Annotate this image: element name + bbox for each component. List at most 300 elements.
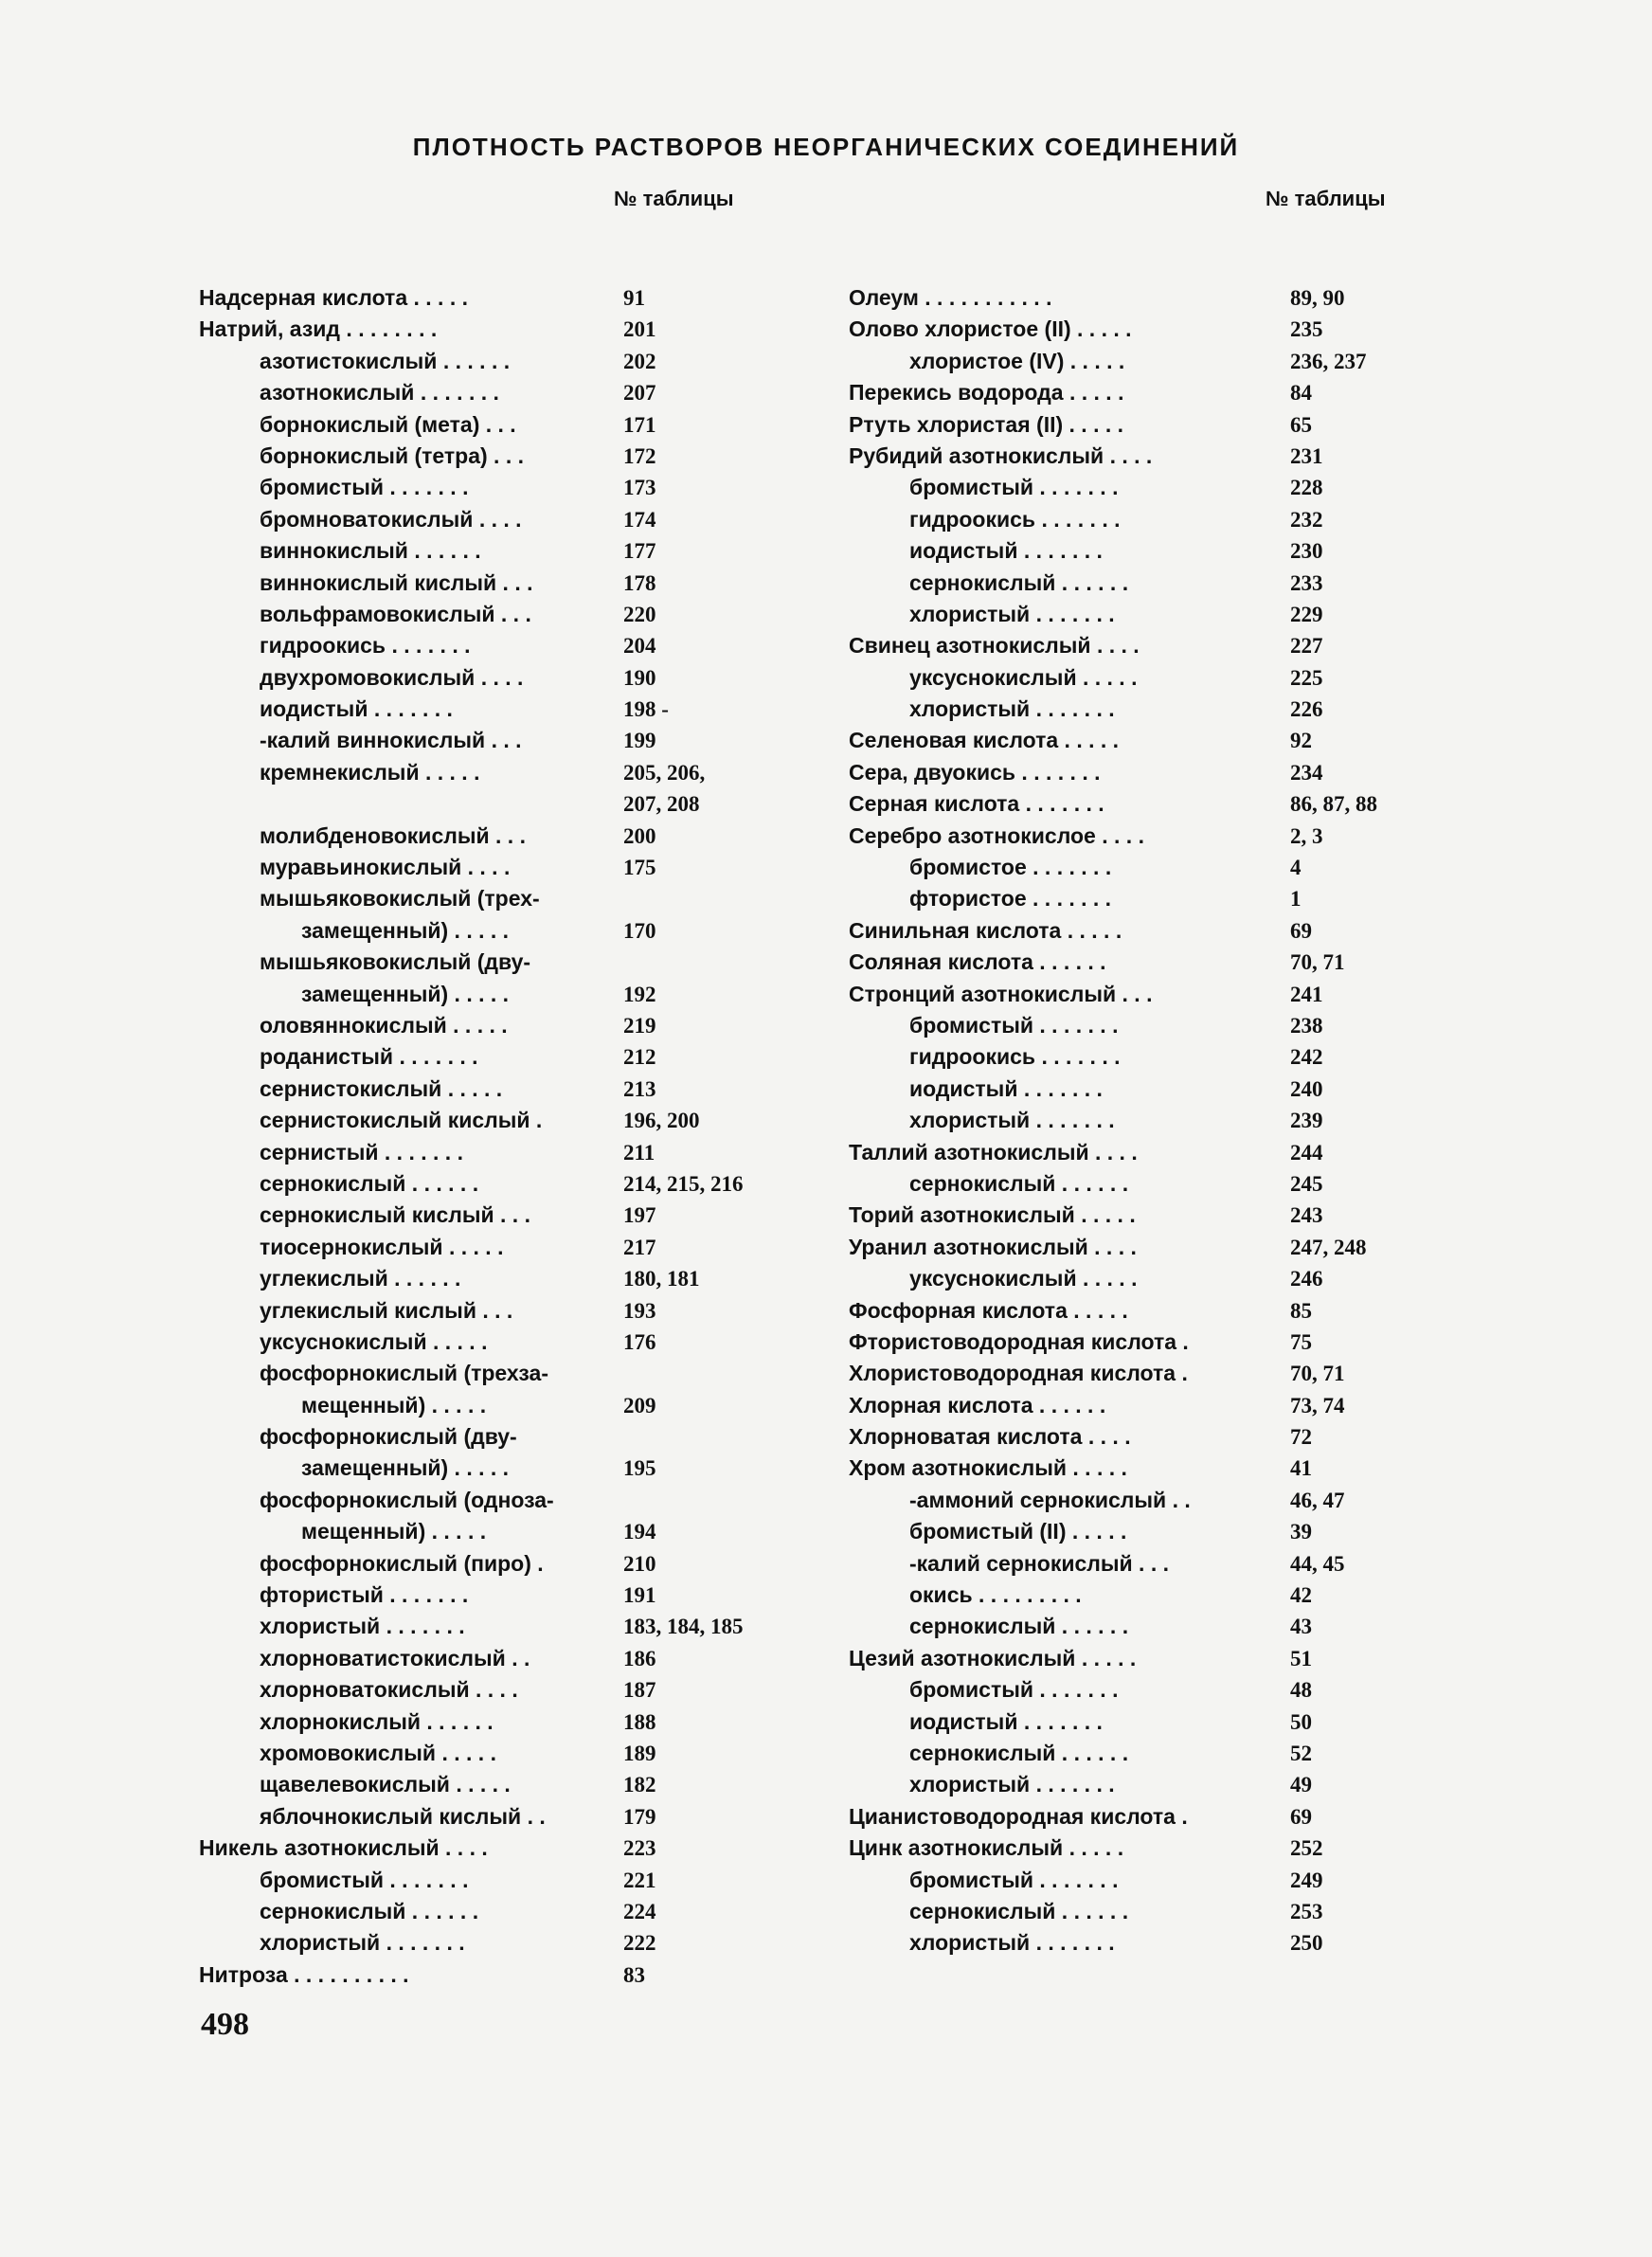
index-entry	[849, 1295, 1436, 1327]
entry-label: -аммоний сернокислый . .	[909, 1487, 1191, 1512]
entry-table-number: 39	[1290, 1520, 1312, 1544]
entry-label: сернистокислый кислый .	[260, 1108, 543, 1133]
index-entry	[199, 1074, 805, 1105]
index-entry	[849, 725, 1436, 756]
entry-table-number: 192	[623, 982, 656, 1006]
entry-table-number: 41	[1290, 1456, 1312, 1481]
entry-table-number: 43	[1290, 1615, 1312, 1639]
entry-label: роданистый . . . . . . .	[260, 1044, 478, 1070]
index-entry	[849, 504, 1436, 535]
index-entry	[849, 1074, 1436, 1105]
entry-label: бромистый . . . . . . .	[909, 1867, 1119, 1892]
entry-label: сернокислый . . . . . .	[909, 1898, 1129, 1923]
index-entry	[199, 1263, 805, 1294]
page-number: 498	[201, 2007, 249, 2042]
entry-label: яблочнокислый кислый . .	[260, 1803, 546, 1829]
index-entry	[199, 314, 805, 345]
entry-label: Олеум . . . . . . . . . . .	[849, 285, 1052, 310]
entry-label: бромистый . . . . . . .	[909, 475, 1119, 500]
entry-table-number: 233	[1290, 570, 1323, 595]
entry-label: сернокислый . . . . . .	[909, 1614, 1129, 1639]
entry-table-number: 209	[623, 1393, 656, 1417]
entry-table-number: 195	[623, 1456, 656, 1481]
entry-label: Цинк азотнокислый . . . . .	[849, 1835, 1124, 1861]
entry-label: Хлорная кислота . . . . . .	[849, 1392, 1106, 1417]
entry-label: замещенный) . . . . .	[301, 917, 510, 943]
entry-table-number: 72	[1290, 1425, 1312, 1450]
entry-label: хлористое (IV) . . . . .	[909, 348, 1125, 373]
entry-table-number: 253	[1290, 1899, 1323, 1923]
entry-label: иодистый . . . . . . .	[909, 1708, 1103, 1734]
index-entry	[199, 377, 805, 408]
index-entry	[849, 441, 1436, 472]
index-entry	[849, 1611, 1436, 1642]
entry-table-number: 179	[623, 1804, 656, 1829]
index-entry	[199, 1580, 805, 1611]
entry-table-number: 239	[1290, 1109, 1323, 1133]
index-entry	[849, 1516, 1436, 1547]
entry-table-number: 187	[623, 1678, 656, 1703]
entry-table-number: 191	[623, 1583, 656, 1608]
entry-label: Перекись водорода . . . . .	[849, 380, 1124, 406]
index-entry	[849, 1865, 1436, 1896]
entry-table-number: 178	[623, 570, 656, 595]
entry-label: бромистый (II) . . . . .	[909, 1519, 1127, 1544]
entry-table-number: 211	[623, 1140, 655, 1165]
entry-table-number: 207	[623, 381, 656, 406]
entry-table-number: 52	[1290, 1741, 1312, 1765]
entry-table-number: 240	[1290, 1076, 1323, 1101]
left-column-header: № таблицы	[614, 187, 734, 210]
entry-table-number: 249	[1290, 1868, 1323, 1892]
entry-label: борнокислый (тетра) . . .	[260, 442, 524, 468]
entry-table-number: 231	[1290, 443, 1323, 468]
entry-table-number: 70, 71	[1290, 950, 1345, 975]
entry-table-number: 198 -	[623, 697, 669, 722]
entry-table-number: 49	[1290, 1773, 1312, 1797]
index-entry	[199, 1738, 805, 1769]
entry-table-number: 221	[623, 1868, 656, 1892]
entry-label: хлористый . . . . . . .	[909, 696, 1115, 722]
entry-label: фтористый . . . . . . .	[260, 1582, 469, 1608]
index-entry	[849, 1927, 1436, 1959]
entry-table-number: 224	[623, 1899, 656, 1923]
entry-table-number: 213	[623, 1076, 656, 1101]
index-entry	[849, 821, 1436, 852]
entry-table-number: 210	[623, 1551, 656, 1576]
entry-label: Фосфорная кислота . . . . .	[849, 1297, 1128, 1323]
entry-table-number: 250	[1290, 1931, 1323, 1956]
entry-table-number: 234	[1290, 760, 1323, 785]
entry-label: Серная кислота . . . . . . .	[849, 791, 1104, 817]
entry-table-number: 189	[623, 1741, 656, 1765]
entry-table-number: 44, 45	[1290, 1551, 1345, 1576]
entry-label: хлорнокислый . . . . . .	[260, 1708, 494, 1734]
entry-table-number: 65	[1290, 412, 1312, 437]
index-entry	[849, 1041, 1436, 1073]
entry-label: уксуснокислый . . . . .	[260, 1328, 488, 1354]
entry-label: бромистый . . . . . . .	[909, 1012, 1119, 1038]
index-entry	[199, 694, 805, 725]
right-column-header: № таблицы	[1266, 187, 1386, 210]
entry-table-number: 180, 181	[623, 1267, 700, 1291]
index-entry	[199, 599, 805, 630]
index-entry	[849, 535, 1436, 567]
entry-label: углекислый . . . . . .	[260, 1266, 461, 1291]
entry-table-number: 92	[1290, 729, 1312, 753]
entry-table-number: 205, 206,	[623, 760, 706, 785]
entry-table-number: 2, 3	[1290, 823, 1323, 848]
entry-table-number: 83	[623, 1962, 645, 1987]
entry-table-number: 200	[623, 823, 656, 848]
entry-label: бромистый . . . . . . .	[260, 475, 469, 500]
entry-label: уксуснокислый . . . . .	[909, 1266, 1138, 1291]
entry-label: мышьяковокислый (трех-	[260, 886, 540, 912]
index-entry	[199, 725, 805, 756]
entry-table-number: 247, 248	[1290, 1235, 1367, 1259]
index-entry	[199, 1390, 805, 1421]
entry-table-number: 226	[1290, 697, 1323, 722]
entry-table-number: 202	[623, 349, 656, 373]
entry-table-number: 225	[1290, 665, 1323, 690]
entry-label: хлористый . . . . . . .	[909, 1108, 1115, 1133]
entry-table-number: 243	[1290, 1203, 1323, 1228]
index-entry	[199, 821, 805, 852]
entry-table-number: 228	[1290, 476, 1323, 500]
entry-table-number: 227	[1290, 634, 1323, 659]
index-entry	[849, 883, 1436, 914]
entry-label: -калий виннокислый . . .	[260, 728, 522, 753]
entry-table-number: 236, 237	[1290, 349, 1367, 373]
entry-table-number: 48	[1290, 1678, 1312, 1703]
entry-label: сернокислый . . . . . .	[260, 1170, 479, 1196]
entry-label: Олово хлористое (II) . . . . .	[849, 316, 1132, 342]
entry-label: сернокислый кислый . . .	[260, 1202, 530, 1228]
page-title: ПЛОТНОСТЬ РАСТВОРОВ НЕОРГАНИЧЕСКИХ СОЕДИНЕНИЙ	[412, 133, 1240, 161]
entry-label: Серебро азотнокислое . . . .	[849, 822, 1144, 848]
index-entry	[849, 1706, 1436, 1738]
index-entry	[199, 1041, 805, 1073]
entry-label: хлористый . . . . . . .	[909, 601, 1115, 626]
entry-label: фосфорнокислый (дву-	[260, 1424, 517, 1450]
entry-label: сернокислый . . . . . .	[909, 1740, 1129, 1765]
index-entry	[849, 568, 1436, 599]
entry-label: гидроокись . . . . . . .	[260, 633, 471, 659]
index-entry	[199, 1358, 805, 1389]
entry-table-number: 252	[1290, 1836, 1323, 1861]
index-entry	[199, 1959, 805, 1991]
entry-table-number: 84	[1290, 381, 1312, 406]
entry-table-number: 70, 71	[1290, 1362, 1345, 1386]
entry-label: сернистокислый . . . . .	[260, 1075, 503, 1101]
entry-label: бромистый . . . . . . .	[260, 1867, 469, 1892]
index-entry	[199, 630, 805, 661]
entry-table-number: 214, 215, 216	[623, 1171, 744, 1196]
entry-label: хлористый . . . . . . .	[909, 1772, 1115, 1797]
entry-label: двухромовокислый . . . .	[260, 664, 524, 690]
index-entry	[849, 1833, 1436, 1864]
index-entry	[849, 1421, 1436, 1453]
entry-table-number: 199	[623, 729, 656, 753]
entry-table-number: 188	[623, 1709, 656, 1734]
index-entry	[199, 1548, 805, 1580]
index-entry	[199, 1643, 805, 1674]
index-entry	[849, 314, 1436, 345]
entry-label: Цезий азотнокислый . . . . .	[849, 1645, 1137, 1670]
entry-label: кремнекислый . . . . .	[260, 759, 480, 785]
index-entry	[199, 1105, 805, 1136]
entry-label: углекислый кислый . . .	[260, 1297, 513, 1323]
entry-table-number: 176	[623, 1329, 656, 1354]
entry-label: мещенный) . . . . .	[301, 1519, 487, 1544]
index-entry	[199, 979, 805, 1010]
entry-table-number: 85	[1290, 1298, 1312, 1323]
entry-label: замещенный) . . . . .	[301, 981, 510, 1006]
index-entry	[199, 1516, 805, 1547]
entry-table-number: 241	[1290, 982, 1323, 1006]
index-entry	[849, 472, 1436, 503]
entry-label: Хлористоводородная кислота .	[849, 1361, 1188, 1386]
entry-label: азотнокислый . . . . . . .	[260, 380, 499, 406]
entry-table-number: 232	[1290, 507, 1323, 532]
entry-table-number: 194	[623, 1520, 656, 1544]
index-entry	[849, 1105, 1436, 1136]
entry-table-number: 69	[1290, 918, 1312, 943]
index-entry	[199, 568, 805, 599]
entry-label: -калий сернокислый . . .	[909, 1550, 1169, 1576]
index-entry	[849, 1548, 1436, 1580]
index-entry	[849, 1801, 1436, 1833]
entry-label: сернистый . . . . . . .	[260, 1139, 463, 1165]
index-entry	[199, 1010, 805, 1041]
entry-table-number: 175	[623, 856, 656, 880]
entry-table-number: 42	[1290, 1583, 1312, 1608]
entry-label: муравьинокислый . . . .	[260, 855, 511, 880]
entry-label: сернокислый . . . . . .	[909, 569, 1129, 595]
entry-table-number: 223	[623, 1836, 656, 1861]
entry-table-number: 75	[1290, 1329, 1312, 1354]
index-entry	[199, 1927, 805, 1959]
index-entry	[849, 630, 1436, 661]
entry-label: Рубидий азотнокислый . . . .	[849, 442, 1153, 468]
index-entry	[199, 1232, 805, 1263]
index-entry	[849, 1674, 1436, 1706]
entry-table-number: 220	[623, 602, 656, 626]
entry-label: Нитроза . . . . . . . . . .	[199, 1961, 409, 1987]
index-entry	[199, 441, 805, 472]
index-entry	[849, 1200, 1436, 1231]
entry-table-number: 242	[1290, 1045, 1323, 1070]
entry-table-number: 173	[623, 476, 656, 500]
entry-table-number: 182	[623, 1773, 656, 1797]
entry-table-number: 238	[1290, 1013, 1323, 1038]
index-entry	[849, 1168, 1436, 1200]
entry-label: Фтористоводородная кислота .	[849, 1328, 1189, 1354]
entry-table-number: 46, 47	[1290, 1488, 1345, 1512]
index-entry	[849, 1896, 1436, 1927]
index-entry	[199, 915, 805, 947]
entry-label: молибденовокислый . . .	[260, 822, 526, 848]
entry-label: гидроокись . . . . . . .	[909, 506, 1121, 532]
entry-label: Цианистоводородная кислота .	[849, 1803, 1188, 1829]
entry-table-number: 196, 200	[623, 1109, 700, 1133]
entry-label: хлористый . . . . . . .	[909, 1930, 1115, 1956]
entry-label: иодистый . . . . . . .	[909, 1075, 1103, 1101]
entry-table-number: 186	[623, 1646, 656, 1670]
index-entry	[199, 1485, 805, 1516]
index-entry	[199, 1453, 805, 1484]
entry-table-number: 246	[1290, 1267, 1323, 1291]
index-entry	[849, 788, 1436, 820]
entry-table-number: 91	[623, 286, 645, 310]
entry-label: хлорноватокислый . . . .	[260, 1677, 518, 1703]
index-entry	[199, 346, 805, 377]
index-entry	[849, 979, 1436, 1010]
entry-table-number: 177	[623, 539, 656, 564]
index-entry	[849, 757, 1436, 788]
entry-label: Ртуть хлористая (II) . . . . .	[849, 411, 1124, 437]
entry-label: борнокислый (мета) . . .	[260, 411, 516, 437]
index-entry	[199, 1674, 805, 1706]
entry-table-number: 219	[623, 1013, 656, 1038]
index-entry	[199, 1769, 805, 1800]
index-entry	[199, 282, 805, 314]
index-entry	[199, 535, 805, 567]
index-entry	[199, 757, 805, 788]
entry-label: гидроокись . . . . . . .	[909, 1044, 1121, 1070]
entry-label: Свинец азотнокислый . . . .	[849, 633, 1140, 659]
entry-table-number: 4	[1290, 856, 1302, 880]
entry-label: хлористый . . . . . . .	[260, 1614, 465, 1639]
entry-label: виннокислый кислый . . .	[260, 569, 533, 595]
entry-label: оловяннокислый . . . . .	[260, 1012, 508, 1038]
index-entry	[849, 947, 1436, 978]
entry-label: Хром азотнокислый . . . . .	[849, 1455, 1127, 1481]
index-entry	[199, 1327, 805, 1358]
entry-table-number: 170	[623, 918, 656, 943]
index-entry	[199, 1801, 805, 1833]
index-entry	[849, 852, 1436, 883]
entry-label: Натрий, азид . . . . . . . .	[199, 316, 438, 342]
entry-table-number: 230	[1290, 539, 1323, 564]
entry-label: фосфорнокислый (пиро) .	[260, 1550, 544, 1576]
entry-label: тиосернокислый . . . . .	[260, 1234, 504, 1259]
entry-table-number: 69	[1290, 1804, 1312, 1829]
entry-label: Синильная кислота . . . . .	[849, 917, 1122, 943]
entry-table-number: 1	[1290, 887, 1302, 912]
entry-table-number: 235	[1290, 317, 1323, 342]
entry-label: мышьяковокислый (дву-	[260, 949, 531, 975]
entry-label: фосфорнокислый (одноза-	[260, 1487, 554, 1512]
index-entry	[849, 915, 1436, 947]
index-entry	[849, 1232, 1436, 1263]
entry-table-number: 174	[623, 507, 656, 532]
entry-table-number: 204	[623, 634, 656, 659]
entry-table-number: 245	[1290, 1171, 1323, 1196]
entry-table-number: 197	[623, 1203, 656, 1228]
index-entry	[849, 662, 1436, 694]
index-entry	[849, 377, 1436, 408]
entry-label: мещенный) . . . . .	[301, 1392, 487, 1417]
entry-label: хлорноватистокислый . .	[260, 1645, 530, 1670]
entry-table-number: 50	[1290, 1709, 1312, 1734]
index-entry	[849, 1769, 1436, 1800]
index-entry	[199, 504, 805, 535]
index-entry	[199, 409, 805, 441]
entry-table-number: 89, 90	[1290, 286, 1345, 310]
entry-label: Сера, двуокись . . . . . . .	[849, 759, 1101, 785]
index-entry	[199, 1706, 805, 1738]
index-entry	[849, 1643, 1436, 1674]
index-entry	[199, 1137, 805, 1168]
entry-label: сернокислый . . . . . .	[909, 1170, 1129, 1196]
index-entry	[199, 1896, 805, 1927]
index-entry	[849, 1390, 1436, 1421]
entry-table-number: 171	[623, 412, 656, 437]
entry-table-number: 183, 184, 185	[623, 1615, 744, 1639]
index-entry	[199, 1611, 805, 1642]
entry-label: иодистый . . . . . . .	[909, 538, 1103, 564]
index-entry	[199, 1865, 805, 1896]
entry-label: азотистокислый . . . . . .	[260, 348, 511, 373]
index-entry	[199, 1421, 805, 1453]
entry-label: Никель азотнокислый . . . .	[199, 1835, 488, 1861]
entry-table-number: 193	[623, 1298, 656, 1323]
entry-label: щавелевокислый . . . . .	[260, 1772, 511, 1797]
entry-label: Соляная кислота . . . . . .	[849, 949, 1106, 975]
entry-label: замещенный) . . . . .	[301, 1455, 510, 1481]
index-entry	[199, 662, 805, 694]
entry-table-number: 217	[623, 1235, 656, 1259]
entry-label: виннокислый . . . . . .	[260, 538, 481, 564]
entry-label: фосфорнокислый (трехза-	[260, 1361, 548, 1386]
entry-label: уксуснокислый . . . . .	[909, 664, 1138, 690]
index-entry	[199, 1833, 805, 1864]
entry-label: бромноватокислый . . . .	[260, 506, 522, 532]
index-entry	[199, 852, 805, 883]
entry-label: хлористый . . . . . . .	[260, 1930, 465, 1956]
left-index-column	[199, 282, 805, 1991]
index-entry	[849, 1485, 1436, 1516]
entry-label: Надсерная кислота . . . . .	[199, 285, 469, 310]
index-entry	[849, 599, 1436, 630]
entry-table-number: 222	[623, 1931, 656, 1956]
entry-label: сернокислый . . . . . .	[260, 1898, 479, 1923]
index-entry	[199, 1200, 805, 1231]
entry-label: вольфрамовокислый . . .	[260, 601, 531, 626]
entry-table-number: 212	[623, 1045, 656, 1070]
entry-label: Хлорноватая кислота . . . .	[849, 1424, 1131, 1450]
index-entry	[849, 282, 1436, 314]
entry-table-number: 201	[623, 317, 656, 342]
index-entry	[849, 346, 1436, 377]
index-entry	[849, 1738, 1436, 1769]
entry-label: Уранил азотнокислый . . . .	[849, 1234, 1137, 1259]
entry-table-number: 244	[1290, 1140, 1323, 1165]
entry-table-number: 51	[1290, 1646, 1312, 1670]
index-entry	[199, 947, 805, 978]
index-entry	[849, 409, 1436, 441]
index-entry	[849, 1327, 1436, 1358]
index-entry	[849, 1580, 1436, 1611]
entry-table-number: 172	[623, 443, 656, 468]
entry-label: Торий азотнокислый . . . . .	[849, 1202, 1136, 1228]
index-entry	[199, 883, 805, 914]
index-entry	[199, 788, 805, 820]
entry-table-number: 207, 208	[623, 792, 700, 817]
index-entry	[199, 1168, 805, 1200]
index-entry	[849, 1358, 1436, 1389]
